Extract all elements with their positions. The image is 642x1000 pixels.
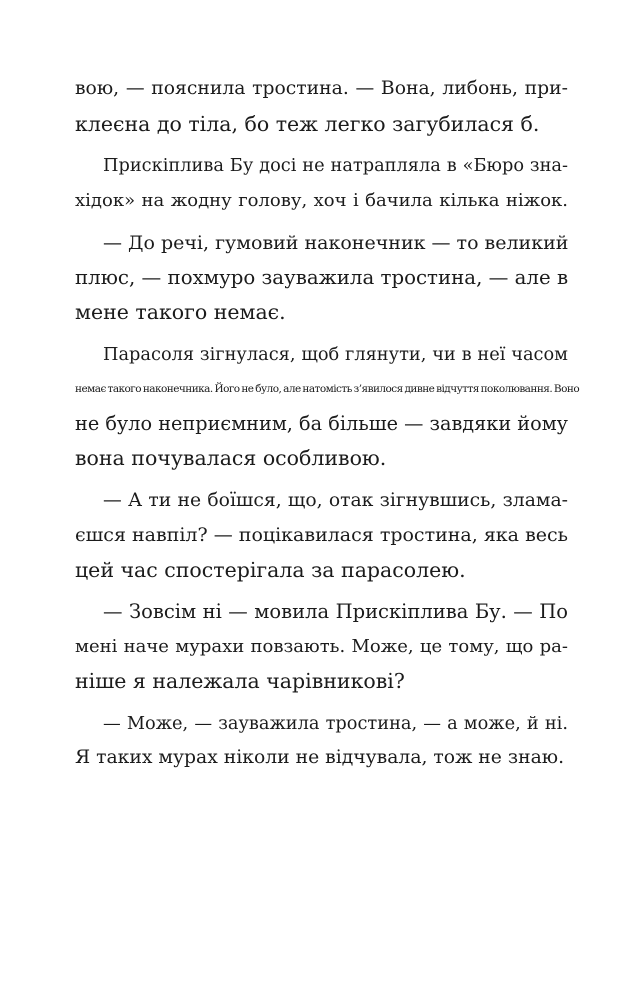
text-line: мені наче мурахи повзають. Може, це тому, що ра- — [75, 635, 568, 657]
text-line: цей час спостерігала за парасолею. — [75, 557, 466, 582]
text-line: — Зовсім ні — мовила Прискіплива Бу. — По — [103, 600, 568, 623]
text-line: вона почувалася особливою. — [75, 446, 387, 470]
text-line: Парасоля зігнулася, щоб глянути, чи в неї часом — [103, 344, 568, 365]
text-line: хідок» на жодну голову, хоч і бачила кілька ніжок. — [75, 189, 568, 211]
text-line: Прискіплива Бу досі не натрапляла в «Бюро зна- — [103, 156, 568, 176]
paragraph-5 — [75, 484, 568, 588]
text-line: — До речі, гумовий наконечник — то великий — [103, 232, 569, 254]
text-line: ніше я належала чарівникові? — [75, 669, 405, 693]
page-text — [75, 72, 580, 776]
text-line: клеєна до тіла, бо теж легко загубилася б. — [75, 111, 540, 136]
paragraph-6 — [75, 595, 568, 699]
text-line: не було неприємним, ба більше — завдяки йому — [75, 411, 568, 435]
text-line: Я таких мурах ніколи не відчувала, тож не знаю. — [75, 747, 565, 768]
paragraph-3 — [75, 226, 568, 330]
text-line: — А ти не боїшся, що, отак зігнувшись, злама- — [103, 489, 568, 511]
paragraph-1 — [75, 72, 568, 141]
paragraph-4 — [75, 338, 580, 476]
text-line: — Може, — зауважила тростина, — а може, й ні. — [103, 713, 568, 734]
text-line: єшся навпіл? — поцікавилася тростина, яка весь — [75, 524, 568, 546]
text-line: мене такого немає. — [75, 300, 286, 324]
text-line: немає такого наконечника. Його не було, але натомість з’явилося дивне відчуття поколювання. Воно — [75, 383, 580, 395]
paragraph-7 — [75, 707, 568, 776]
text-line: вою, — пояснила тростина. — Вона, либонь, при- — [75, 78, 568, 99]
paragraph-2 — [75, 149, 568, 218]
text-line: плюс, — похмуро зауважила тростина, — але в — [75, 265, 569, 289]
